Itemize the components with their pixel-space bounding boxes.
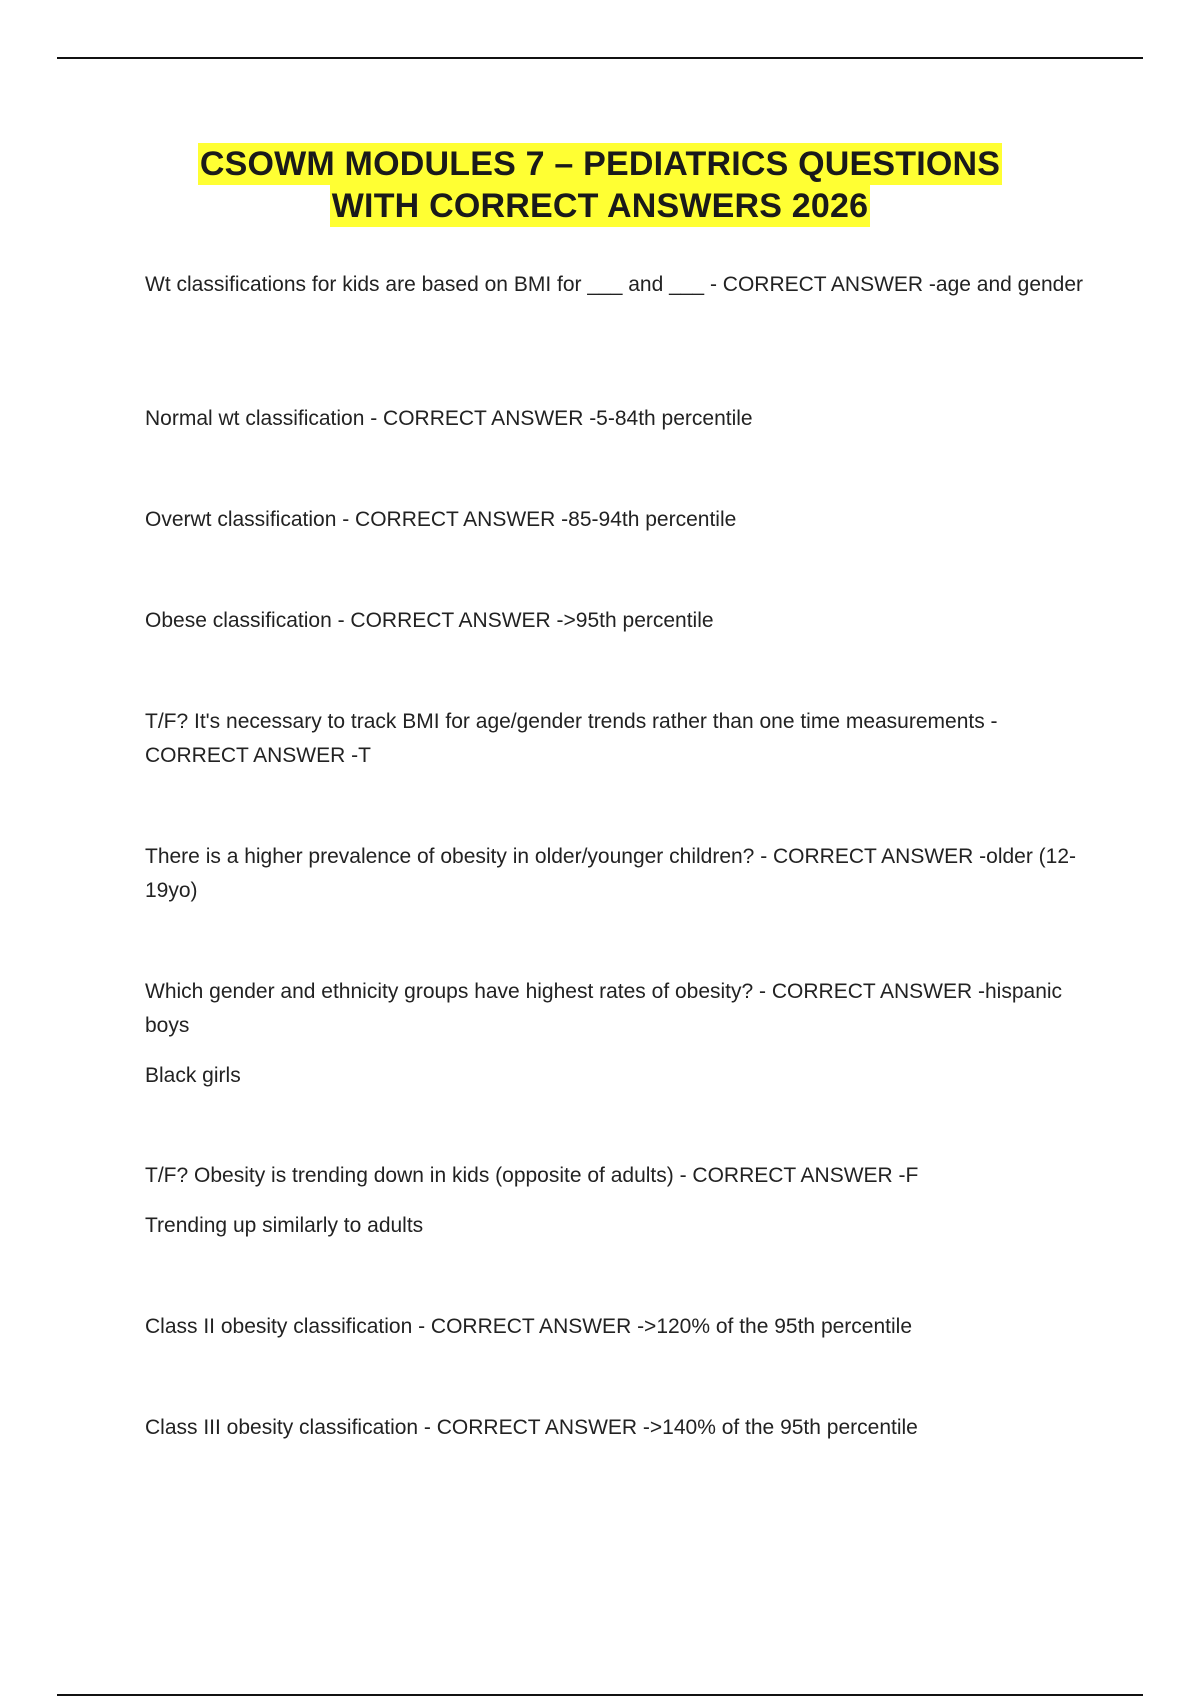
qa-item: [145, 268, 1095, 302]
title-line-2: WITH CORRECT ANSWERS 2026: [331, 187, 869, 225]
qa-item: [145, 975, 1095, 1093]
qa-text: Obese classification - CORRECT ANSWER ->95th percentile: [145, 609, 714, 632]
qa-item: [145, 1310, 1095, 1344]
qa-item: [145, 503, 1095, 537]
qa-text: Which gender and ethnicity groups have highest rates of obesity? - CORRECT ANSWER -hispanic boys: [145, 980, 1063, 1037]
qa-text: Class II obesity classification - CORRECT ANSWER ->120% of the 95th percentile: [145, 1315, 913, 1338]
qa-item: [145, 705, 1095, 773]
qa-text: There is a higher prevalence of obesity in older/younger children? - CORRECT ANSWER -older (12-19yo): [145, 845, 1077, 902]
qa-text: Wt classifications for kids are based on BMI for ___ and ___ - CORRECT ANSWER -age and gender: [145, 273, 1084, 296]
qa-text: T/F? Obesity is trending down in kids (opposite of adults) - CORRECT ANSWER -F: [145, 1164, 919, 1187]
qa-item: [145, 604, 1095, 638]
top-rule: [57, 57, 1143, 59]
qa-text: T/F? It's necessary to track BMI for age/gender trends rather than one time measurements - CORRECT ANSWER -T: [145, 710, 998, 767]
qa-extra-text: Trending up similarly to adults: [145, 1214, 424, 1237]
bottom-rule: [57, 1694, 1143, 1696]
document-title: [0, 143, 1200, 227]
qa-text: Overwt classification - CORRECT ANSWER -85-94th percentile: [145, 508, 737, 531]
qa-item: [145, 1411, 1095, 1445]
qa-text: Normal wt classification - CORRECT ANSWER -5-84th percentile: [145, 407, 753, 430]
qa-item: [145, 402, 1095, 436]
title-line-1: CSOWM MODULES 7 – PEDIATRICS QUESTIONS: [199, 145, 1001, 183]
qa-text: Class III obesity classification - CORRECT ANSWER ->140% of the 95th percentile: [145, 1416, 918, 1439]
qa-item: [145, 840, 1095, 908]
qa-item: [145, 1159, 1095, 1243]
qa-extra-text: Black girls: [145, 1064, 241, 1087]
